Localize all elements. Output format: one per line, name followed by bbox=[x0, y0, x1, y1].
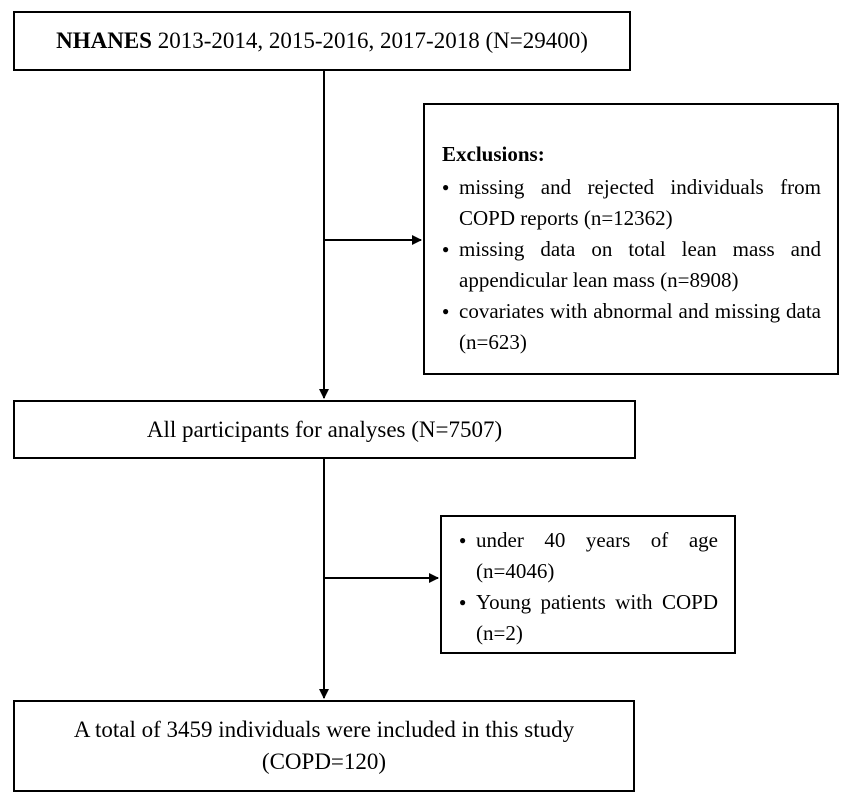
nhanes-label: NHANES bbox=[56, 28, 152, 53]
exclusions-title: Exclusions: bbox=[442, 142, 545, 166]
exclusion-item: ● missing data on total lean mass and appendicular lean mass (n=8908) bbox=[442, 234, 821, 296]
age-exclusion-item: ● Young patients with COPD (n=2) bbox=[459, 587, 718, 649]
nhanes-cycles: 2013-2014, 2015-2016, 2017-2018 (N=29400) bbox=[151, 28, 588, 53]
final-sample-box bbox=[13, 700, 635, 792]
exclusions-list bbox=[442, 172, 821, 358]
exclusion-item: ● covariates with abnormal and missing data (n=623) bbox=[442, 296, 821, 358]
nhanes-source-text bbox=[56, 28, 588, 54]
age-exclusions-box bbox=[440, 515, 736, 654]
final-sample-line2: (COPD=120) bbox=[261, 749, 387, 774]
age-exclusion-item: ● under 40 years of age (n=4046) bbox=[459, 525, 718, 587]
nhanes-source-box bbox=[13, 11, 631, 71]
all-participants-text: All participants for analyses (N=7507) bbox=[146, 416, 503, 442]
all-participants-box bbox=[13, 400, 636, 459]
exclusion-item: ● missing and rejected individuals from COPD reports (n=12362) bbox=[442, 172, 821, 234]
exclusions-box bbox=[423, 103, 839, 375]
final-sample-line1: A total of 3459 individuals were included in this study bbox=[73, 717, 575, 742]
age-exclusions-list bbox=[459, 525, 718, 649]
